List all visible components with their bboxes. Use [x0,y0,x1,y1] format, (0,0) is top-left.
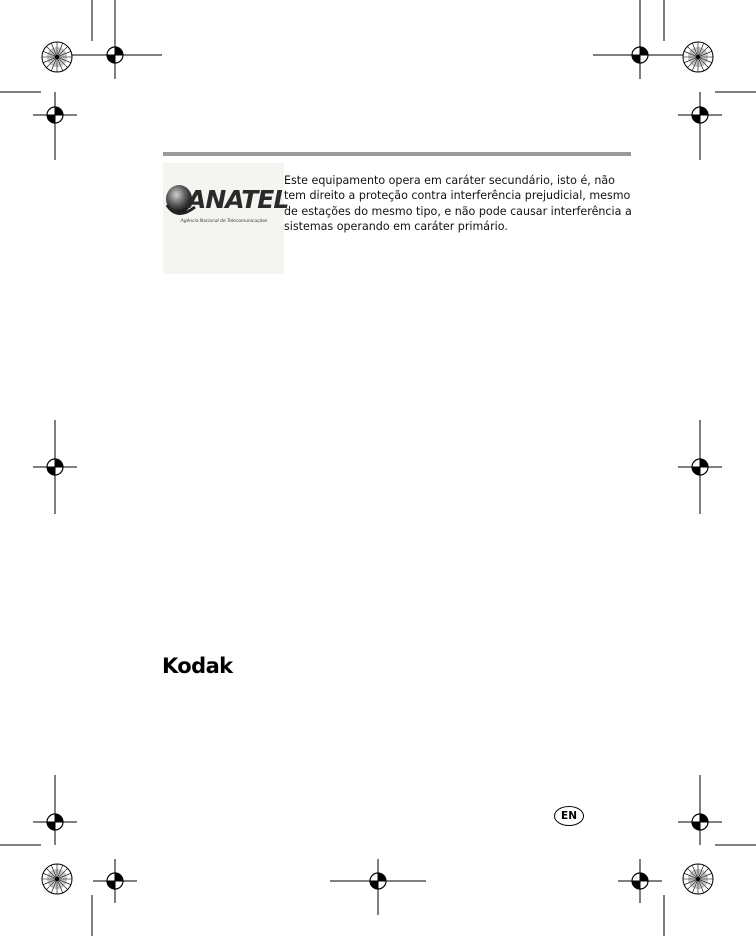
anatel-logo-text: ANATEL [187,185,289,214]
anatel-logo [163,163,289,274]
kodak-logo: Kodak [162,654,233,678]
anatel-logo-subtitle: Agência Nacional de Telecomunicações [180,219,268,224]
section-rule [163,152,631,156]
anatel-notice-text: Este equipamento opera em caráter secundário, isto é, não tem direito a proteção contra interferência prejudicial, mesmo de estações do mesmo tipo, e não pode causar interferência a sistemas operando em caráter primário. [284,174,632,233]
language-badge: EN [554,806,584,826]
